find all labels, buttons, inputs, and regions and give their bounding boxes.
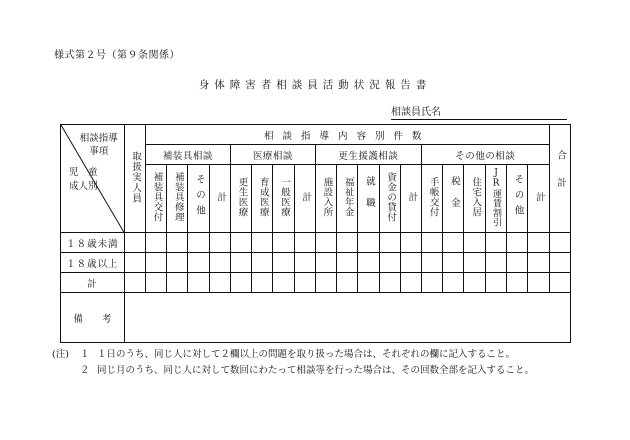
col-header: 福祉年金 [337, 165, 358, 233]
header-corner [61, 125, 125, 233]
corner-bottom-label: 児 童 成人別 [69, 166, 98, 192]
col-header: 育成医療 [252, 165, 273, 233]
group-rehabilitation: 更生援護相談 [315, 145, 421, 165]
col-header: 計 [294, 165, 315, 233]
col-header: 住宅入居 [464, 165, 485, 233]
note-text: １日のうち、同じ人に対して２欄以上の問題を取り扱った場合は、それぞれの欄に記入すること。 [97, 349, 516, 360]
col-header: JR運賃割引 [485, 165, 506, 233]
col-header: 補装具修理 [167, 165, 188, 233]
col-header: 就職 [358, 165, 379, 233]
note-text: 同じ月のうち、同じ人に対して数回にわたって相談等を行った場合は、その回数全部を記入すること。 [97, 365, 535, 376]
row-label: １８歳未満 [61, 233, 125, 253]
main-header: 相談指導内容別件数 [145, 125, 549, 145]
col-header: 計 [209, 165, 230, 233]
col-header: その他 [188, 165, 209, 233]
activity-report-table [60, 124, 571, 343]
row-label: １８歳以上 [61, 253, 125, 273]
counselor-name-label: 相談員氏名 [391, 107, 441, 118]
remarks-label: 備 考 [61, 293, 125, 343]
row-label: 計 [61, 273, 125, 293]
col-header: 更生医療 [230, 165, 251, 233]
col-header: その他 [506, 165, 527, 233]
remarks-field[interactable] [124, 293, 570, 343]
group-other: その他の相談 [422, 145, 549, 165]
group-medical: 医療相談 [230, 145, 315, 165]
note-number: １ [80, 349, 90, 360]
handled-count-header: 取扱実人員 [124, 125, 145, 233]
col-header: 税金 [443, 165, 464, 233]
col-header: 手帳交付 [422, 165, 443, 233]
table-row [61, 253, 571, 273]
counselor-name-field[interactable] [391, 103, 567, 120]
col-header: 一般医療 [273, 165, 294, 233]
corner-top-label: 相談指導 事項 [79, 133, 118, 157]
group-prosthetics: 補装具相談 [145, 145, 230, 165]
notes [52, 347, 534, 379]
col-header: 計 [528, 165, 549, 233]
col-header: 資金の貸付 [379, 165, 400, 233]
remarks-row [61, 293, 571, 343]
document-title: 身体障害者相談員活動状況報告書 [198, 79, 432, 91]
form-number: 様式第２号（第９条関係） [54, 50, 180, 61]
col-header: 補装具交付 [145, 165, 166, 233]
table-row [61, 233, 571, 253]
table-row [61, 273, 571, 293]
grand-total-header: 合計 [549, 125, 571, 233]
note-number: ２ [80, 365, 90, 376]
notes-label: (注) [52, 349, 69, 360]
col-header: 計 [400, 165, 421, 233]
col-header: 施設入所 [315, 165, 336, 233]
